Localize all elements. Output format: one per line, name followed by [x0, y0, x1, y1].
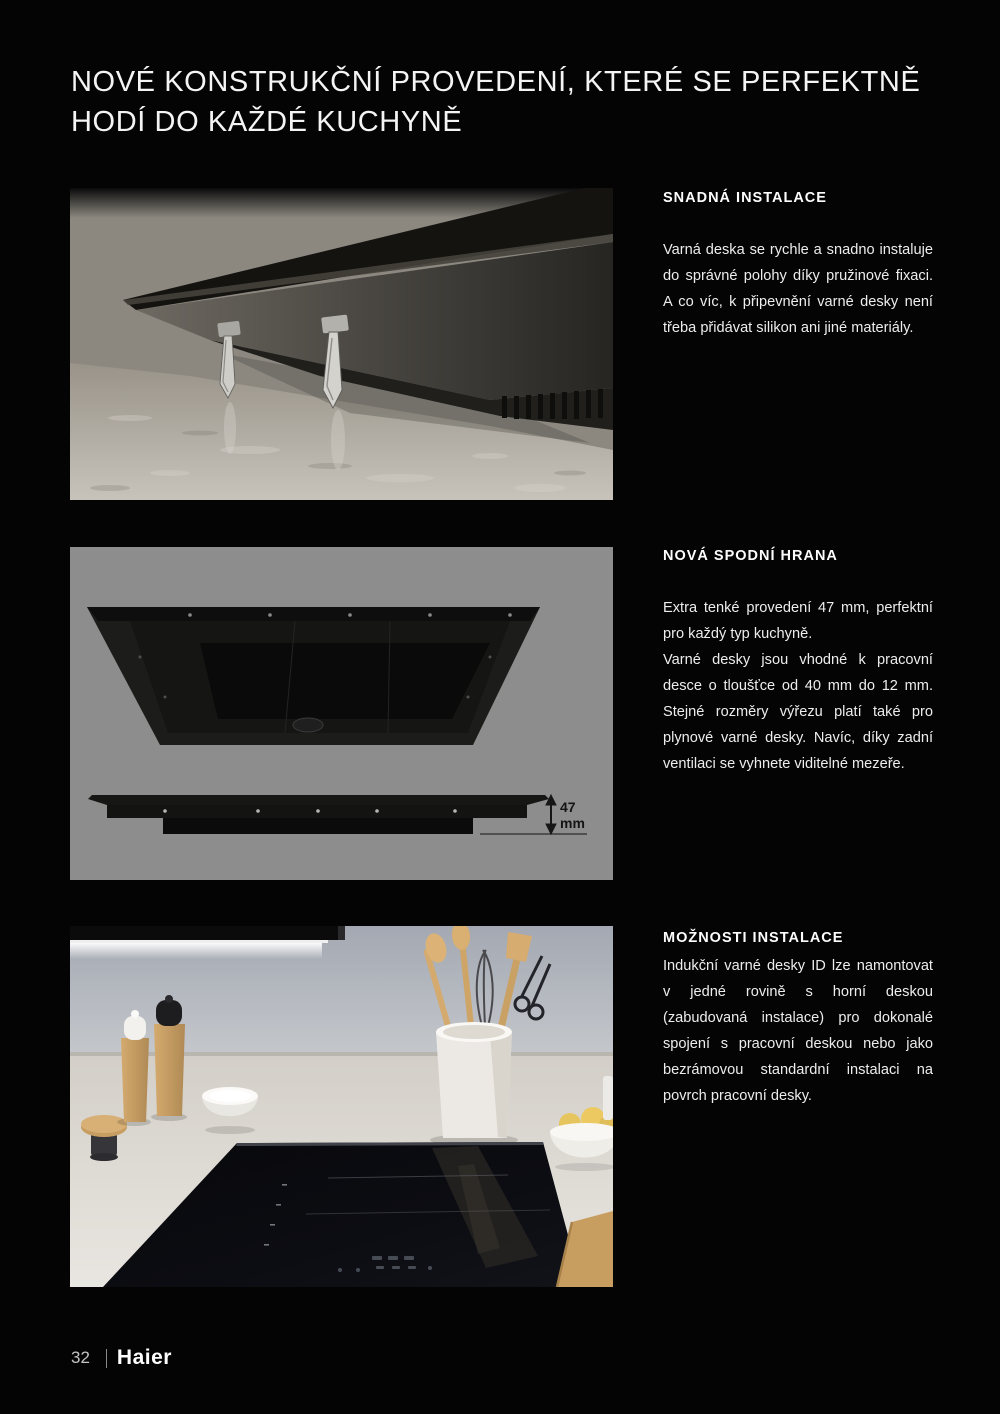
section-paragraph: Extra tenké provedení 47 mm, perfektní pro každý typ kuchyně.: [663, 600, 933, 642]
page-title-line-1: NOVÉ KONSTRUKČNÍ PROVEDENÍ, KTERÉ SE PERFEKTNĚ: [71, 66, 921, 98]
section-paragraph: Indukční varné desky ID lze namontovat v jedné rovině s horní deskou (zabudovaná instalace) pro dokonalé spojení s pracovní deskou nebo jako bezrámovou standardní instalaci na povrch pracovní desky.: [663, 958, 933, 1104]
dimension-value-label: 47: [560, 799, 576, 815]
section-heading: MOŽNOSTI INSTALACE: [663, 930, 844, 946]
section-paragraph: Varná deska se rychle a snadno instaluje do správné polohy díky pružinové fixaci. A co víc, k připevnění varné desky není třeba přidávat silikon ani jiné materiály.: [663, 242, 933, 336]
section-moznosti-instalace: [663, 930, 933, 1109]
dimension-unit-label: mm: [560, 815, 585, 831]
figure-kitchen-hob-photo: [70, 926, 613, 1287]
section-nova-spodni-hrana: [663, 548, 933, 777]
section-paragraph: Varné desky jsou vhodné k pracovní desce o tloušťce od 40 mm do 12 mm. Stejné rozměry výřezu platí také pro plynové varné desky. Navíc, díky zadní ventilaci se vyhnete viditelné mezeře.: [663, 652, 933, 772]
hob-underside-render-image: [70, 188, 613, 500]
page-title-line-2: HODÍ DO KAŽDÉ KUCHYNĚ: [71, 106, 463, 138]
section-heading: NOVÁ SPODNÍ HRANA: [663, 548, 838, 564]
section-heading: SNADNÁ INSTALACE: [663, 190, 827, 206]
kitchen-photo-image: [70, 926, 613, 1287]
page-number: 32: [71, 1348, 90, 1367]
brand-logo: Haier: [116, 1346, 172, 1369]
figure-hob-spring-fixation: [70, 188, 613, 500]
jar: [603, 1076, 613, 1120]
page-title: [71, 62, 931, 142]
footer-divider: [106, 1349, 107, 1368]
page-footer: [71, 1344, 172, 1372]
section-snadna-instalace: [663, 190, 933, 341]
hob-profile-render-image: [70, 547, 613, 880]
figure-hob-profile-47mm: [70, 547, 613, 880]
